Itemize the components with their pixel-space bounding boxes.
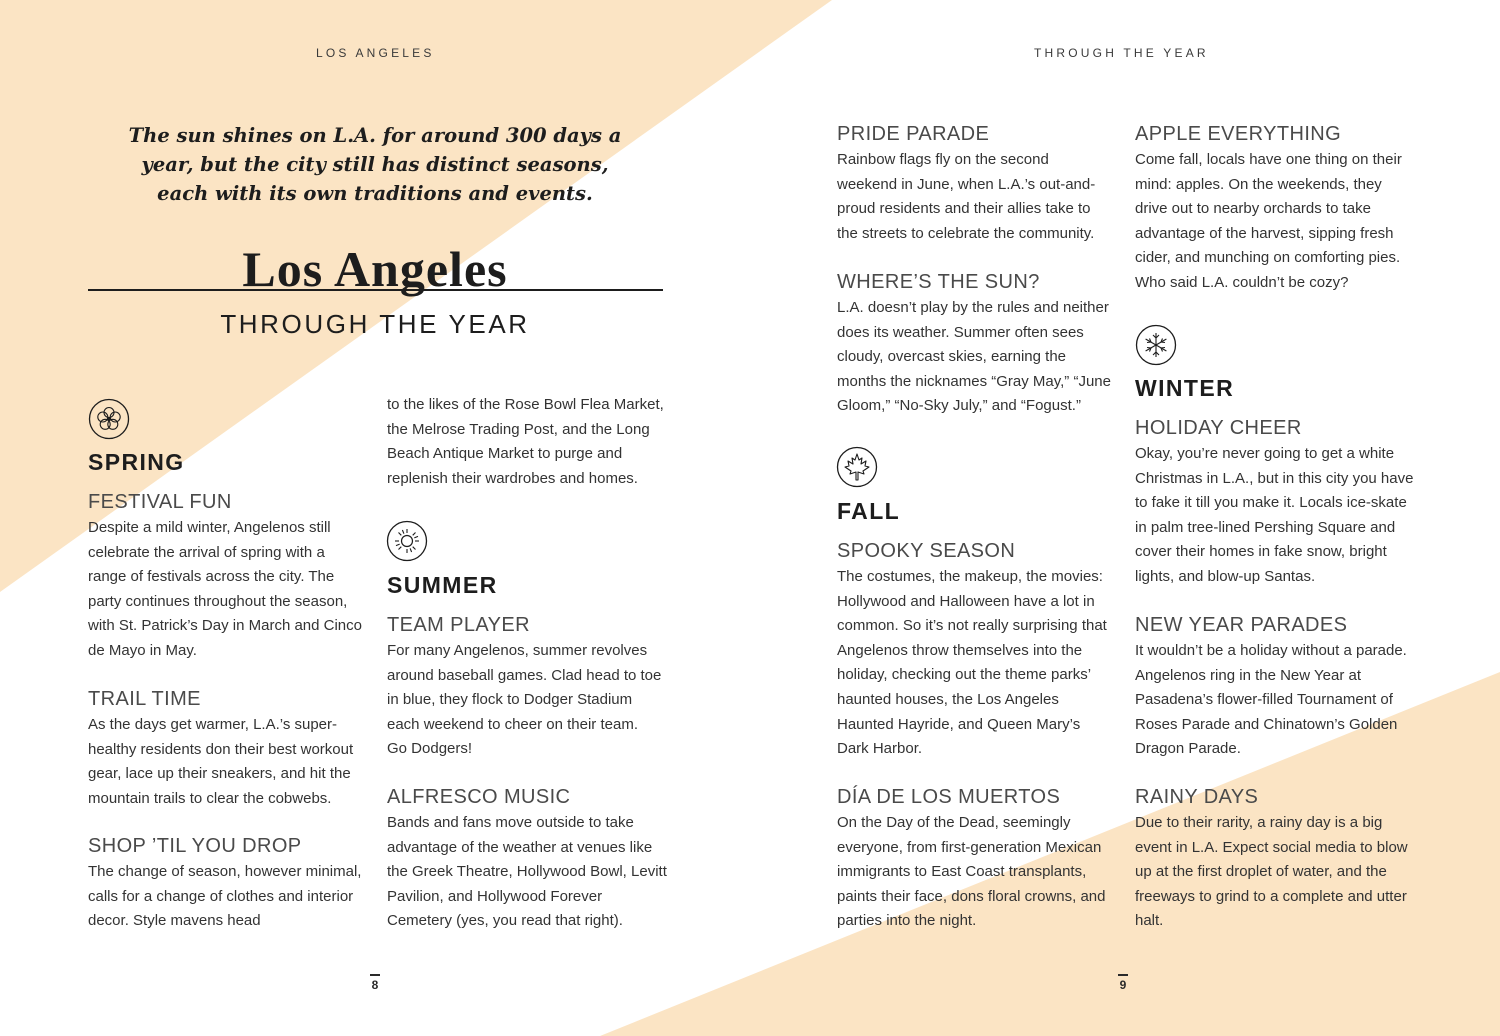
body-wheres-the-sun: L.A. doesn’t play by the rules and neither does its weather. Summer often sees cloudy, overcast skies, earning the months the nicknames “Gray May,” “June Gloom,” “No-Sky July,” and “Fogust.” xyxy=(837,299,1111,415)
body-shop-til-you-drop: The change of season, however minimal, calls for a change of clothes and interior decor. Style mavens head xyxy=(88,863,362,930)
running-header-left: LOS ANGELES xyxy=(316,46,435,60)
subhead-holiday-cheer: HOLIDAY CHEER xyxy=(1135,417,1302,439)
intro-text: The sun shines on L.A. for around 300 days a year, but the city still has distinct seasons, each with its own traditions and events. xyxy=(128,124,622,205)
subhead-new-year-parades: NEW YEAR PARADES xyxy=(1135,614,1348,636)
page-number-mark-left xyxy=(370,974,380,976)
subhead-alfresco-music: ALFRESCO MUSIC xyxy=(387,786,571,808)
subhead-shop-til-you-drop: SHOP ’TIL YOU DROP xyxy=(88,835,302,857)
page-number-right: 9 xyxy=(1119,978,1127,992)
season-title-spring: SPRING xyxy=(88,449,185,475)
body-alfresco-music: Bands and fans move outside to take advantage of the weather at venues like the Greek Theatre, Hollywood Bowl, Levitt Pavilion, and Hollywood Forever Cemetery (yes, you read that right). xyxy=(387,814,667,930)
title-main-wrap xyxy=(160,241,590,297)
running-header-right: THROUGH THE YEAR xyxy=(1034,46,1209,60)
subhead-team-player: TEAM PLAYER xyxy=(387,614,530,636)
body-trail-time: As the days get warmer, L.A.’s super-healthy residents don their best workout gear, lace up their sneakers, and hit the mountain trails to clear the cobwebs. xyxy=(88,716,354,807)
body-shop-continued: to the likes of the Rose Bowl Flea Market, the Melrose Trading Post, and the Long Beach Antique Market to purge and replenish their wardrobes and homes. xyxy=(387,396,664,487)
subhead-apple-everything: APPLE EVERYTHING xyxy=(1135,123,1342,145)
page-number-left: 8 xyxy=(371,978,379,992)
subhead-spooky-season: SPOOKY SEASON xyxy=(837,540,1016,562)
body-dia-de-los-muertos: On the Day of the Dead, seemingly everyone, from first-generation Mexican immigrants to East Coast transplants, paints their face, dons floral crowns, and parties into the night. xyxy=(837,814,1106,930)
subhead-trail-time: TRAIL TIME xyxy=(88,688,201,710)
body-spooky-season: The costumes, the makeup, the movies: Hollywood and Halloween have a lot in common. So it’s not really surprising that Angelenos throw themselves into the holiday, checking out the theme parks’ haunted houses, the Los Angeles Haunted Hayride, and Queen Mary’s Dark Harbor. xyxy=(837,568,1107,758)
subhead-festival-fun: FESTIVAL FUN xyxy=(88,491,232,513)
season-title-winter: WINTER xyxy=(1135,375,1235,401)
body-team-player: For many Angelenos, summer revolves around baseball games. Clad head to toe in blue, they flock to Dodger Stadium each weekend to cheer on their team. Go Dodgers! xyxy=(387,642,662,758)
body-apple-everything: Come fall, locals have one thing on their mind: apples. On the weekends, they drive out to nearby orchards to take advantage of the harvest, sipping fresh cider, and munching on comforting pies. Who said L.A. couldn’t be cozy? xyxy=(1135,151,1402,291)
snowflake-icon xyxy=(1135,324,1177,366)
body-festival-fun: Despite a mild winter, Angelenos still celebrate the arrival of spring with a range of festivals across the city. The party continues throughout the season, with St. Patrick’s Day in March and Cinco de Mayo in May. xyxy=(88,519,362,659)
sun-icon xyxy=(386,520,428,562)
season-title-summer: SUMMER xyxy=(387,572,498,598)
body-holiday-cheer: Okay, you’re never going to get a white Christmas in L.A., but in this city you have to fake it till you make it. Locals ice-skate in palm tree-lined Pershing Square and cover their homes in fake snow, bright lights, and blow-up Santas. xyxy=(1135,445,1414,585)
subhead-rainy-days: RAINY DAYS xyxy=(1135,786,1259,808)
maple-leaf-icon xyxy=(836,446,878,488)
body-rainy-days: Due to their rarity, a rainy day is a big event in L.A. Expect social media to blow up at the first droplet of water, and the freeways to grind to a complete and utter halt. xyxy=(1135,814,1408,930)
season-title-fall: FALL xyxy=(837,498,901,524)
subhead-pride-parade: PRIDE PARADE xyxy=(837,123,990,145)
page-title: Los Angeles xyxy=(242,241,508,297)
subhead-wheres-the-sun: WHERE’S THE SUN? xyxy=(837,271,1040,293)
flower-icon xyxy=(88,398,130,440)
page-subtitle: THROUGH THE YEAR xyxy=(220,309,530,339)
body-pride-parade: Rainbow flags fly on the second weekend in June, when L.A.’s out-and-proud residents and their allies take to the streets to celebrate the community. xyxy=(837,151,1096,242)
subhead-dia-de-los-muertos: DÍA DE LOS MUERTOS xyxy=(837,786,1061,808)
page-number-mark-right xyxy=(1118,974,1128,976)
body-new-year-parades: It wouldn’t be a holiday without a parade. Angelenos ring in the New Year at Pasadena’s flower-filled Tournament of Roses Parade and Chinatown’s Golden Dragon Parade. xyxy=(1135,642,1407,758)
